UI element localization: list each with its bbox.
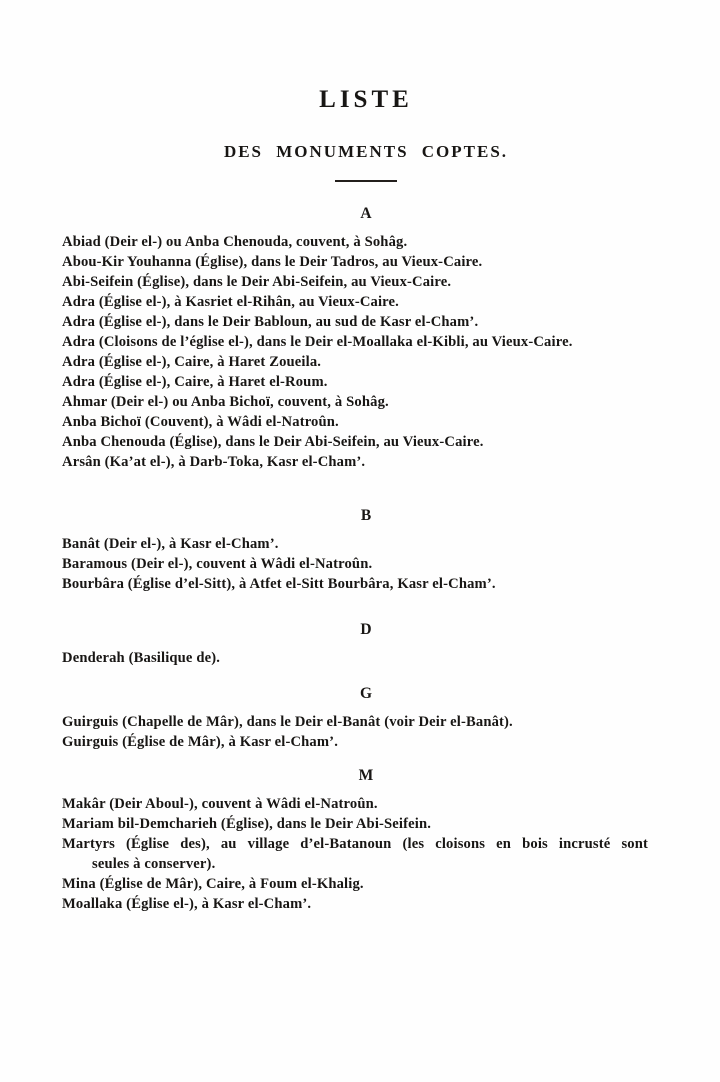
list-entry: Ahmar (Deir el-) ou Anba Bichoï, couvent, à Sohâg. [62, 394, 389, 410]
list-entry: Banât (Deir el-), à Kasr el-Cham’. [62, 536, 279, 552]
list-entry: Bourbâra (Église d’el-Sitt), à Atfet el-Sitt Bourbâra, Kasr el-Cham’. [62, 576, 496, 592]
page-title: LISTE [319, 86, 413, 113]
list-entry: Baramous (Deir el-), couvent à Wâdi el-Natroûn. [62, 556, 373, 572]
list-entry: Makâr (Deir Aboul-), couvent à Wâdi el-Natroûn. [62, 796, 378, 812]
page-subtitle: DES MONUMENTS COPTES. [223, 142, 509, 161]
list-entry: Anba Chenouda (Église), dans le Deir Abi-Seifein, au Vieux-Caire. [62, 434, 484, 450]
monument-list [62, 204, 670, 914]
section-d [62, 620, 670, 668]
list-entry-continuation: seules à conserver). [92, 856, 216, 872]
section-m [62, 766, 670, 914]
list-entry: Guirguis (Chapelle de Mâr), dans le Deir el-Banât (voir Deir el-Banât). [62, 714, 513, 730]
section-heading: M [358, 767, 374, 784]
section-heading: G [359, 685, 373, 702]
divider-rule [335, 180, 397, 182]
section-heading: B [360, 507, 372, 524]
list-entry: Moallaka (Église el-), à Kasr el-Cham’. [62, 896, 312, 912]
list-entry: Adra (Église el-), Caire, à Haret el-Roum. [62, 374, 328, 390]
list-entry: Anba Bichoï (Couvent), à Wâdi el-Natroûn. [62, 414, 339, 430]
section-b [62, 506, 670, 594]
list-entry: Adra (Église el-), Caire, à Haret Zoueila. [62, 354, 322, 370]
list-entry: Adra (Cloisons de l’église el-), dans le Deir el-Moallaka el-Kibli, au Vieux-Caire. [62, 334, 573, 350]
list-entry: Guirguis (Église de Mâr), à Kasr el-Cham’. [62, 734, 338, 750]
list-entry: Abiad (Deir el-) ou Anba Chenouda, couvent, à Sohâg. [62, 234, 408, 250]
section-heading: A [360, 205, 372, 222]
section-g [62, 684, 670, 752]
list-entry: Adra (Église el-), à Kasriet el-Rihân, au Vieux-Caire. [62, 294, 399, 310]
list-entry: Arsân (Ka’at el-), à Darb-Toka, Kasr el-Cham’. [62, 454, 366, 470]
list-entry [62, 834, 648, 874]
list-entry: Abi-Seifein (Église), dans le Deir Abi-Seifein, au Vieux-Caire. [62, 274, 452, 290]
section-a [62, 204, 670, 472]
list-entry: Abou-Kir Youhanna (Église), dans le Deir Tadros, au Vieux-Caire. [62, 254, 483, 270]
list-entry: Mina (Église de Mâr), Caire, à Foum el-Khalig. [62, 876, 364, 892]
page-content [62, 0, 670, 914]
section-heading: D [360, 621, 372, 638]
list-entry: Mariam bil-Demcharieh (Église), dans le Deir Abi-Seifein. [62, 816, 432, 832]
list-entry: Denderah (Basilique de). [62, 650, 221, 666]
list-entry-line: Martyrs (Église des), au village d’el-Batanoun (les cloisons en bois incrusté sont [62, 836, 648, 852]
list-entry: Adra (Église el-), dans le Deir Babloun, au sud de Kasr el-Cham’. [62, 314, 479, 330]
